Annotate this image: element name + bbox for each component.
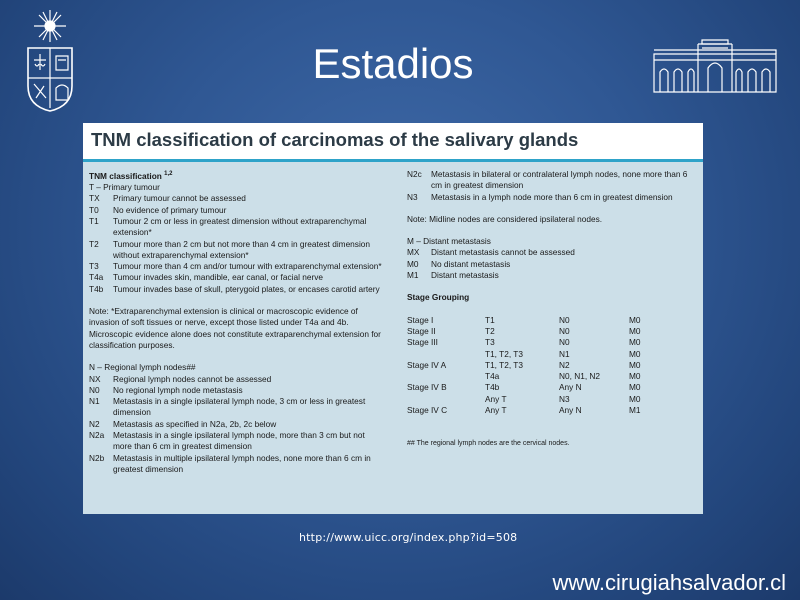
- n-list: [89, 374, 384, 476]
- list-item: N1 Metastasis in a single ipsilateral lymph node, 3 cm or less in greatest dimension: [89, 396, 366, 418]
- m-list: [407, 247, 699, 281]
- list-item: T0 No evidence of primary tumour: [89, 204, 227, 215]
- t-heading: T – Primary tumour: [89, 182, 160, 193]
- list-item: M0 No distant metastasis: [407, 258, 511, 269]
- list-item: T3 Tumour more than 4 cm and/or tumour with extraparenchymal extension*: [89, 261, 382, 272]
- document-header: [83, 123, 703, 162]
- list-item: M1 Distant metastasis: [407, 270, 499, 281]
- table-row: Stage I T1 N0 M0: [407, 314, 641, 325]
- right-column: [407, 169, 699, 450]
- tnm-document-image: [83, 123, 703, 514]
- list-item: T4a Tumour invades skin, mandible, ear canal, or facial nerve: [89, 272, 323, 283]
- website-footer: www.cirugiahsalvador.cl: [552, 570, 786, 595]
- extraparenchymal-note: Note: *Extraparenchymal extension is clinical or macroscopic evidence of invasion of soft tissues or nerve, except those listed under T4a and 4b. Microscopic evidence alone does not constitute extraparenchymal extension for classification purposes.: [89, 306, 381, 350]
- list-item: N2c Metastasis in bilateral or contralateral lymph nodes, none more than 6 cm in greatest dimension: [407, 169, 688, 191]
- left-column: [89, 169, 384, 475]
- table-row: T1, T2, T3 N1 M0: [485, 348, 641, 359]
- list-item: N3 Metastasis in a lymph node more than 6 cm in greatest dimension: [407, 191, 673, 202]
- regional-nodes-footnote: ## The regional lymph nodes are the cervical nodes.: [407, 440, 570, 448]
- table-row: Stage IV A T1, T2, T3 N2 M0: [407, 359, 641, 370]
- list-item: TX Primary tumour cannot be assessed: [89, 193, 246, 204]
- tnm-heading: TNM classification $^{1,2}$: [89, 170, 173, 181]
- n-heading: N – Regional lymph nodes##: [89, 362, 196, 373]
- list-item: N0 No regional lymph node metastasis: [89, 384, 243, 395]
- table-row: Any T N3 M0: [485, 393, 641, 404]
- table-row: Stage IV B T4b Any N M0: [407, 382, 641, 393]
- stage-table: [407, 315, 699, 417]
- table-row: Stage II T2 N0 M0: [407, 325, 641, 336]
- table-row: T4a N0, N1, N2 M0: [485, 371, 641, 382]
- slide-title: Estadios: [312, 40, 474, 87]
- list-item: N2b Metastasis in multiple ipsilateral lymph nodes, none more than 6 cm in greatest dimension: [89, 452, 371, 474]
- table-row: Stage III T3 N0 M0: [407, 337, 641, 348]
- list-item: N2a Metastasis in a single ipsilateral lymph node, more than 3 cm but not more than 6 cm in greatest dimension: [89, 430, 365, 452]
- stage-grouping-heading: Stage Grouping: [407, 292, 470, 303]
- list-item: MX Distant metastasis cannot be assessed: [407, 247, 575, 258]
- list-item: T1 Tumour 2 cm or less in greatest dimension without extraparenchymal extension*: [89, 215, 367, 238]
- list-item: T4b Tumour invades base of skull, pterygoid plates, or encases carotid artery: [89, 283, 380, 294]
- t-list: [89, 193, 384, 295]
- list-item: NX Regional lymph nodes cannot be assessed: [89, 373, 272, 384]
- midline-note: Note: Midline nodes are considered ipsilateral nodes.: [407, 213, 603, 224]
- n-list-continued: [407, 169, 699, 203]
- list-item: N2 Metastasis as specified in N2a, 2b, 2c below: [89, 418, 277, 429]
- table-row: Stage IV C Any T Any N M1: [407, 405, 641, 416]
- list-item: T2 Tumour more than 2 cm but not more than 4 cm in greatest dimension without extraparenchymal extension*: [89, 238, 371, 260]
- m-heading: M – Distant metastasis: [407, 236, 491, 247]
- source-url[interactable]: http://www.uicc.org/index.php?id=508: [299, 531, 518, 544]
- document-title: TNM classification of carcinomas of the salivary glands: [91, 129, 579, 150]
